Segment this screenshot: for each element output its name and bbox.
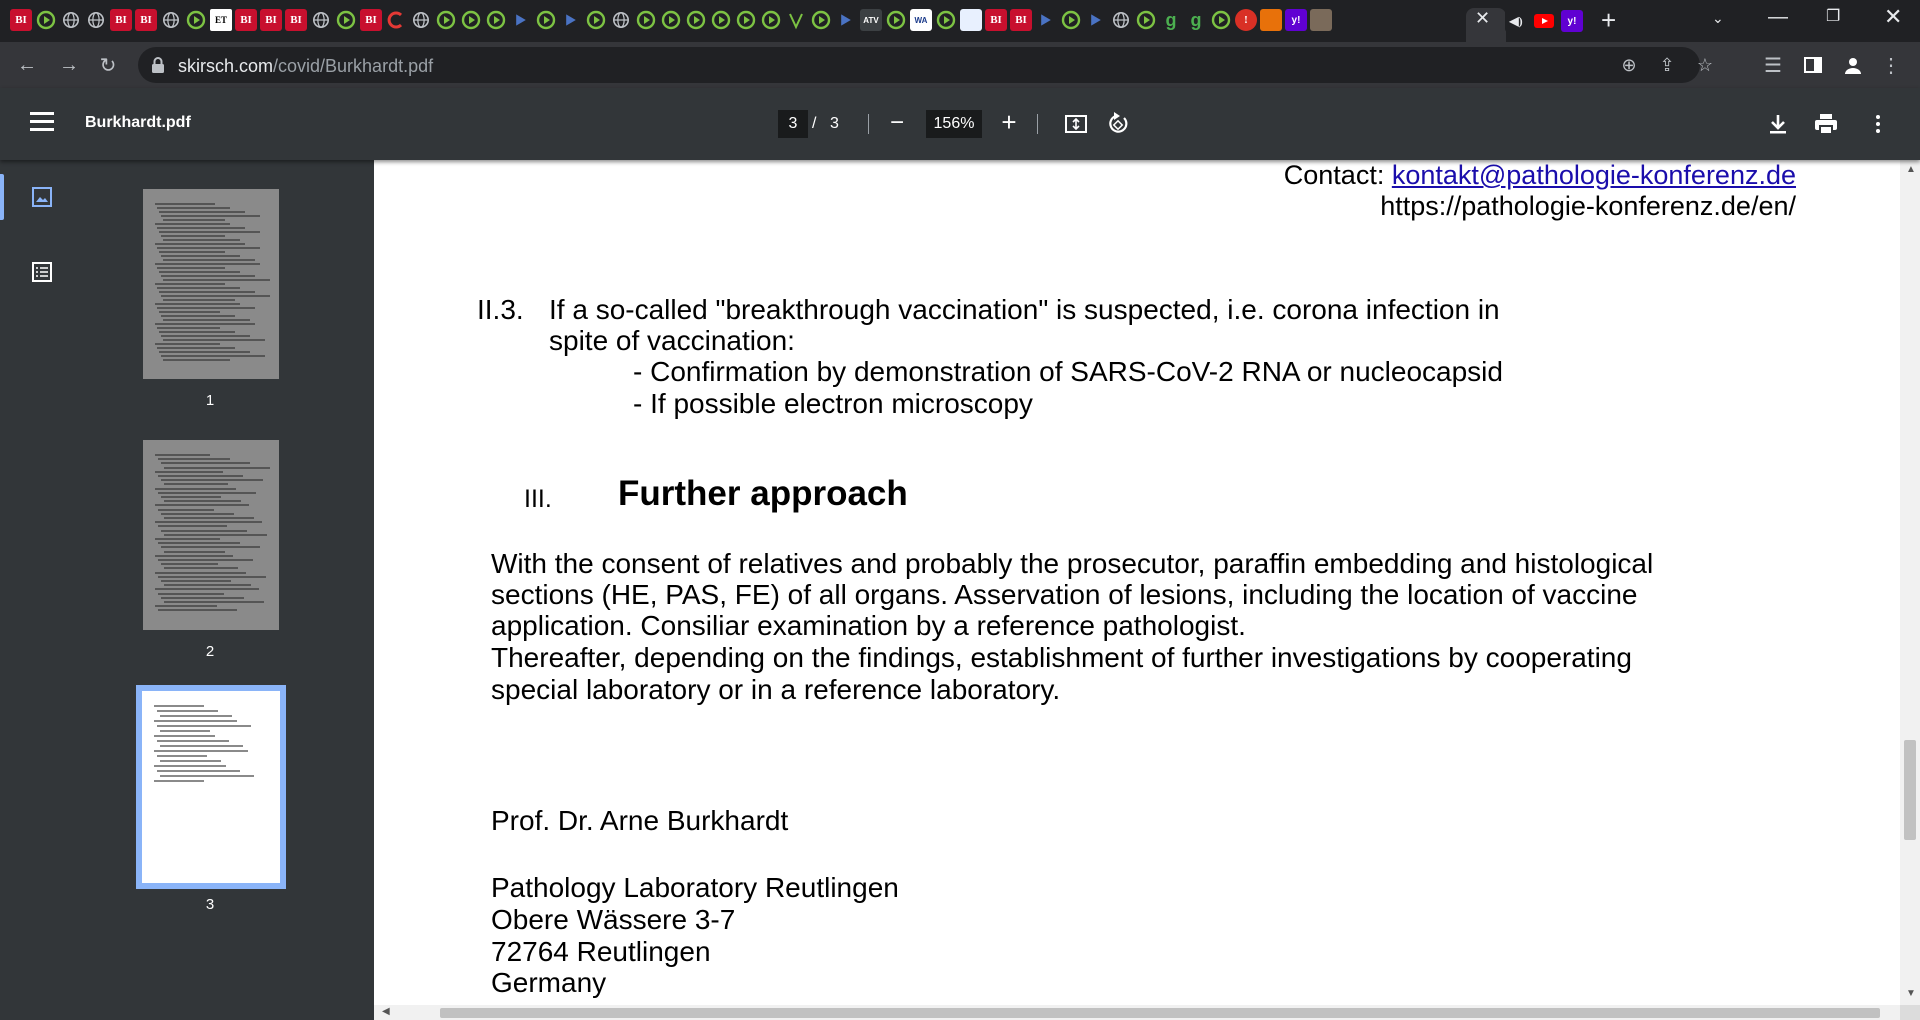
tab-search-icon[interactable]: ⌄ bbox=[1712, 10, 1724, 26]
thumbnail-text-line bbox=[163, 259, 255, 261]
thumbnail-text-line bbox=[161, 580, 231, 582]
thumbnail-text-line bbox=[159, 251, 225, 253]
thumbnail-text-line bbox=[157, 755, 207, 757]
pdf-toolbar bbox=[0, 88, 1920, 160]
thumbnail-text-line bbox=[164, 551, 225, 553]
page-total: 3 bbox=[830, 115, 839, 132]
close-tab-icon[interactable]: ✕ bbox=[1475, 8, 1491, 28]
g-favicon[interactable]: g bbox=[1185, 9, 1207, 31]
blue-arrow-favicon[interactable] bbox=[510, 9, 532, 31]
play-favicon[interactable] bbox=[1135, 9, 1157, 31]
minimize-icon[interactable]: — bbox=[1768, 6, 1788, 28]
section-text: spite of vaccination: bbox=[549, 325, 795, 356]
thumbnail-text-line bbox=[158, 525, 227, 527]
share-icon[interactable]: ⇪ bbox=[1659, 54, 1675, 75]
thumbnail-text-line bbox=[154, 750, 248, 752]
zoom-icon[interactable]: ⊕ bbox=[1621, 54, 1637, 75]
play-favicon[interactable] bbox=[710, 9, 732, 31]
signature-name: Prof. Dr. Arne Burkhardt bbox=[491, 805, 789, 836]
fit-to-page-icon[interactable] bbox=[1062, 110, 1090, 138]
thumbnails-icon[interactable] bbox=[30, 185, 54, 209]
contact-label: Contact: bbox=[1283, 160, 1392, 190]
contact-email-link[interactable]: kontakt@pathologie-konferenz.de bbox=[1391, 160, 1796, 190]
yahoo-finance-icon[interactable]: y! bbox=[1561, 10, 1583, 32]
thumbnail-text-line bbox=[154, 705, 204, 707]
thumbnail-text-line bbox=[163, 279, 270, 281]
thumbnail-text-line bbox=[161, 462, 250, 464]
thumbnail-text-line bbox=[160, 715, 232, 717]
section-number: II.3. bbox=[477, 294, 524, 325]
tab-strip bbox=[0, 0, 1920, 42]
section-heading: Further approach bbox=[618, 474, 908, 513]
thumbnail-text-line bbox=[155, 223, 230, 225]
thumbnail-page-number: 2 bbox=[205, 643, 215, 660]
thumbnail-text-line bbox=[155, 504, 249, 506]
thumbnail-text-line bbox=[164, 567, 238, 569]
thumbnail-text-line bbox=[159, 331, 235, 333]
address-line: Pathology Laboratory Reutlingen bbox=[491, 872, 899, 903]
thumbnail-text-line bbox=[158, 593, 224, 595]
globe-icon[interactable] bbox=[310, 9, 332, 31]
page-separator: / bbox=[812, 115, 817, 132]
thumbnail-text-line bbox=[161, 513, 234, 515]
thumbnail-text-line bbox=[155, 555, 233, 557]
play-favicon[interactable] bbox=[885, 9, 907, 31]
thumbnail-text-line bbox=[157, 207, 230, 209]
thumbnail-text-line bbox=[157, 287, 240, 289]
sidebar-active-indicator bbox=[0, 174, 4, 220]
url-text[interactable] bbox=[178, 56, 433, 77]
thumbnail-text-line bbox=[160, 730, 210, 732]
atv-favicon[interactable]: ATV bbox=[860, 9, 882, 31]
thumbnail-text-line bbox=[164, 534, 267, 536]
divider bbox=[868, 114, 869, 134]
horizontal-scrollbar[interactable] bbox=[374, 1005, 1900, 1020]
pinned-tabs bbox=[1505, 10, 1583, 32]
browser-toolbar bbox=[0, 42, 1920, 88]
restore-icon[interactable]: ❐ bbox=[1826, 8, 1841, 25]
vertical-scrollbar[interactable] bbox=[1900, 160, 1920, 1005]
zoom-in-button[interactable]: + bbox=[1001, 107, 1017, 137]
globe-icon[interactable] bbox=[160, 9, 182, 31]
profile-icon[interactable] bbox=[1838, 50, 1868, 80]
thumbnail-text-line bbox=[161, 335, 250, 337]
globe-icon[interactable] bbox=[610, 9, 632, 31]
thumbnail-text-line bbox=[158, 492, 256, 494]
thumbnail-text-line bbox=[158, 475, 243, 477]
contact-line bbox=[1284, 160, 1796, 191]
thumbnail-text-line bbox=[159, 231, 260, 233]
play-favicon[interactable] bbox=[685, 9, 707, 31]
play-favicon[interactable] bbox=[585, 9, 607, 31]
thumbnail-text-line bbox=[158, 609, 237, 611]
speaker-icon[interactable]: ◀) bbox=[1505, 10, 1527, 32]
forward-icon[interactable]: → bbox=[59, 53, 79, 76]
thumbnail-text-line bbox=[155, 605, 217, 607]
thumbnail-text-line bbox=[154, 780, 204, 782]
thumbnail-text-line bbox=[155, 243, 245, 245]
divider bbox=[1037, 114, 1038, 134]
thumbnail-text-line bbox=[157, 740, 229, 742]
thumbnail-text-line bbox=[161, 295, 270, 297]
thumbnail-text-line bbox=[155, 471, 223, 473]
thumbnail-text-line bbox=[161, 530, 247, 532]
paragraph-line: application. Consiliar examination by a reference pathologist. bbox=[491, 610, 1246, 641]
thumbnail-text-line bbox=[161, 315, 235, 317]
zoom-level-input[interactable]: 156% bbox=[926, 110, 982, 138]
paragraph-line: Thereafter, depending on the findings, establishment of further investigations by cooperating bbox=[491, 642, 1632, 673]
g-favicon[interactable]: g bbox=[1160, 9, 1182, 31]
play-favicon[interactable] bbox=[810, 9, 832, 31]
scrollbar-corner bbox=[1900, 1005, 1920, 1020]
thumbnail-text-line bbox=[161, 479, 263, 481]
zoom-out-button[interactable]: − bbox=[889, 109, 904, 136]
thumbnail-text-line bbox=[155, 343, 220, 345]
blue-arrow-favicon[interactable] bbox=[1035, 9, 1057, 31]
thumbnail-text-line bbox=[159, 291, 255, 293]
play-favicon[interactable] bbox=[935, 9, 957, 31]
thumbnail-text-line bbox=[157, 247, 260, 249]
thumbnail-text-line bbox=[161, 496, 221, 498]
play-favicon[interactable] bbox=[660, 9, 682, 31]
play-favicon[interactable] bbox=[1210, 9, 1232, 31]
thumbnail-text-line bbox=[155, 454, 210, 456]
thumbnail-text-line bbox=[157, 267, 225, 269]
url-path: /covid/Burkhardt.pdf bbox=[273, 56, 434, 76]
paragraph-line: special laboratory or in a reference laboratory. bbox=[491, 674, 1061, 705]
hamburger-menu-icon[interactable] bbox=[30, 112, 54, 132]
back-icon[interactable]: ← bbox=[17, 53, 37, 76]
reading-list-icon[interactable]: ☰ bbox=[1764, 54, 1782, 77]
bi-favicon[interactable]: BI bbox=[985, 9, 1007, 31]
thumbnail-text-line bbox=[155, 488, 236, 490]
globe-icon[interactable] bbox=[1110, 9, 1132, 31]
more-options-icon[interactable] bbox=[1864, 110, 1892, 138]
vertical-scroll-thumb[interactable] bbox=[1904, 740, 1916, 840]
bi-favicon[interactable]: BI bbox=[360, 9, 382, 31]
thumbnail-text-line bbox=[163, 299, 235, 301]
play-favicon[interactable] bbox=[535, 9, 557, 31]
address-line: 72764 Reutlingen bbox=[491, 936, 711, 967]
bullet-item: - Confirmation by demonstration of SARS-CoV-2 RNA or nucleocapsid bbox=[633, 356, 1503, 387]
et-favicon[interactable]: ET bbox=[210, 9, 232, 31]
thumbnail-text-line bbox=[155, 263, 260, 265]
photo-favicon[interactable] bbox=[1310, 9, 1332, 31]
bi-favicon[interactable]: BI bbox=[135, 9, 157, 31]
thumbnail-text-line bbox=[160, 775, 254, 777]
blue-arrow-favicon[interactable] bbox=[560, 9, 582, 31]
thumbnail-text-line bbox=[154, 735, 215, 737]
bi-favicon[interactable]: BI bbox=[10, 9, 32, 31]
thumbnail-text-line bbox=[157, 227, 245, 229]
thumbnail-text-line bbox=[163, 359, 230, 361]
play-favicon[interactable] bbox=[185, 9, 207, 31]
reload-icon[interactable]: ↻ bbox=[99, 54, 117, 77]
horizontal-scroll-thumb[interactable] bbox=[440, 1008, 1880, 1018]
thumbnail-page-number: 1 bbox=[205, 392, 215, 409]
window-close-icon[interactable]: ✕ bbox=[1884, 4, 1903, 29]
play-favicon[interactable] bbox=[735, 9, 757, 31]
bookmark-star-icon[interactable]: ☆ bbox=[1696, 54, 1714, 75]
pdf-viewer[interactable] bbox=[374, 160, 1920, 1020]
outline-icon[interactable] bbox=[30, 260, 54, 284]
thumbnail-text-line bbox=[164, 483, 228, 485]
red-c-favicon[interactable] bbox=[385, 9, 407, 31]
thumbnail-text-line bbox=[161, 546, 260, 548]
play-favicon[interactable] bbox=[760, 9, 782, 31]
page-number-input[interactable]: 3 bbox=[778, 110, 808, 138]
globe-icon[interactable] bbox=[410, 9, 432, 31]
thumbnail-text-line bbox=[157, 347, 235, 349]
thumbnail-text-line bbox=[160, 760, 221, 762]
paragraph-line: sections (HE, PAS, FE) of all organs. Asservation of lesions, including the location of vaccine bbox=[491, 579, 1638, 610]
thumbnail-text-line bbox=[155, 588, 259, 590]
thumbnail-text-line bbox=[158, 559, 253, 561]
thumbnail-text-line bbox=[157, 770, 240, 772]
thumbnail-text-line bbox=[161, 563, 218, 565]
thumbnail-text-line bbox=[154, 765, 226, 767]
alert-favicon[interactable]: ! bbox=[1235, 9, 1257, 31]
thumbnail-text-line bbox=[157, 307, 255, 309]
bi-favicon[interactable]: BI bbox=[235, 9, 257, 31]
thumbnail-text-line bbox=[163, 339, 265, 341]
thumbnail-text-line bbox=[155, 303, 240, 305]
thumbnail-text-line bbox=[155, 521, 262, 523]
blue-arrow-favicon[interactable] bbox=[835, 9, 857, 31]
thumbnail-text-line bbox=[161, 355, 265, 357]
section-number: III. bbox=[524, 485, 552, 513]
contact-url[interactable]: https://pathologie-konferenz.de/en/ bbox=[1380, 191, 1796, 221]
thumbnail-text-line bbox=[154, 720, 237, 722]
thumbnail-text-line bbox=[164, 517, 254, 519]
lock-icon[interactable] bbox=[150, 56, 166, 74]
yahoo-finance-icon[interactable]: y! bbox=[1285, 9, 1307, 31]
bi-favicon[interactable]: BI bbox=[110, 9, 132, 31]
orange-favicon[interactable] bbox=[1260, 9, 1282, 31]
thumbnail-text-line bbox=[155, 572, 246, 574]
thumbnail-text-line bbox=[159, 271, 240, 273]
scroll-down-icon[interactable]: ▼ bbox=[1906, 988, 1916, 999]
thumbnail-text-line bbox=[159, 351, 250, 353]
thumbnail-text-line bbox=[158, 542, 240, 544]
thumbnail-text-line bbox=[161, 215, 260, 217]
scroll-up-icon[interactable]: ▲ bbox=[1906, 164, 1916, 175]
play-favicon[interactable] bbox=[35, 9, 57, 31]
paragraph-line: With the consent of relatives and probably the prosecutor, paraffin embedding and histological bbox=[491, 548, 1654, 579]
browser-menu-icon[interactable]: ⋮ bbox=[1881, 54, 1901, 77]
sidebar-tabs bbox=[0, 160, 84, 1020]
thumbnail-text-line bbox=[164, 500, 241, 502]
thumbnail-text-line bbox=[164, 467, 270, 469]
thumbnail-text-line bbox=[159, 211, 245, 213]
thumbnail-text-line bbox=[163, 219, 225, 221]
thumbnail-text-line bbox=[159, 311, 220, 313]
thumbnail-text-line bbox=[155, 323, 255, 325]
thumbnail-text-line bbox=[161, 275, 255, 277]
download-icon[interactable] bbox=[1764, 110, 1792, 138]
thumbnail-text-line bbox=[163, 239, 240, 241]
thumbnail-text-line bbox=[164, 601, 264, 603]
thumbnail-text-line bbox=[155, 203, 215, 205]
page-thumbnail-current[interactable] bbox=[136, 685, 286, 889]
address-line: Germany bbox=[491, 967, 607, 998]
globe-icon[interactable] bbox=[85, 9, 107, 31]
document-title: Burkhardt.pdf bbox=[85, 114, 191, 131]
page-thumbnail[interactable] bbox=[143, 189, 279, 379]
play-favicon[interactable] bbox=[460, 9, 482, 31]
url-host: skirsch.com bbox=[178, 56, 274, 76]
thumbnail-text-line bbox=[158, 576, 266, 578]
tab-favicons bbox=[10, 9, 1332, 33]
thumbnail-text-line bbox=[157, 327, 220, 329]
bi-favicon[interactable]: BI bbox=[1010, 9, 1032, 31]
pdf-sidebar bbox=[0, 160, 374, 1020]
new-tab-button[interactable]: + bbox=[1601, 5, 1617, 35]
thumbnail-text-line bbox=[160, 745, 243, 747]
square-favicon[interactable] bbox=[960, 9, 982, 31]
play-favicon[interactable] bbox=[1060, 9, 1082, 31]
pdf-page bbox=[374, 160, 1900, 1005]
thumbnail-text-line bbox=[157, 725, 251, 727]
print-icon[interactable] bbox=[1812, 110, 1840, 138]
play-favicon[interactable] bbox=[635, 9, 657, 31]
thumbnail-text-line bbox=[161, 235, 225, 237]
thumbnail-text-line bbox=[161, 255, 240, 257]
blue-arrow-favicon[interactable] bbox=[1085, 9, 1107, 31]
thumbnail-text-line bbox=[158, 458, 230, 460]
globe-icon[interactable] bbox=[60, 9, 82, 31]
thumbnail-text-line bbox=[163, 319, 250, 321]
rotate-icon[interactable] bbox=[1104, 110, 1132, 138]
thumbnail-text-line bbox=[164, 584, 251, 586]
thumbnail-text-line bbox=[157, 710, 218, 712]
thumbnail-text-line bbox=[155, 538, 220, 540]
side-panel-icon[interactable] bbox=[1798, 50, 1828, 80]
thumbnail-page-number: 3 bbox=[205, 896, 215, 913]
thumbnail-text-line bbox=[155, 283, 225, 285]
play-favicon[interactable] bbox=[335, 9, 357, 31]
page-thumbnail[interactable] bbox=[143, 440, 279, 630]
address-line: Obere Wässere 3-7 bbox=[491, 904, 736, 935]
thumbnail-text-line bbox=[158, 509, 214, 511]
scroll-left-icon[interactable]: ◀ bbox=[382, 1006, 390, 1017]
play-favicon[interactable] bbox=[485, 9, 507, 31]
v-favicon[interactable] bbox=[785, 9, 807, 31]
address-bar[interactable] bbox=[138, 47, 1714, 83]
thumbnail-text-line bbox=[161, 597, 244, 599]
play-favicon[interactable] bbox=[435, 9, 457, 31]
youtube-icon[interactable] bbox=[1533, 10, 1555, 32]
wa-favicon[interactable]: WA bbox=[910, 9, 932, 31]
section-text: If a so-called "breakthrough vaccination" is suspected, i.e. corona infection in bbox=[549, 294, 1500, 325]
bi-favicon[interactable]: BI bbox=[285, 9, 307, 31]
bi-favicon[interactable]: BI bbox=[260, 9, 282, 31]
bullet-item: - If possible electron microscopy bbox=[633, 388, 1033, 419]
